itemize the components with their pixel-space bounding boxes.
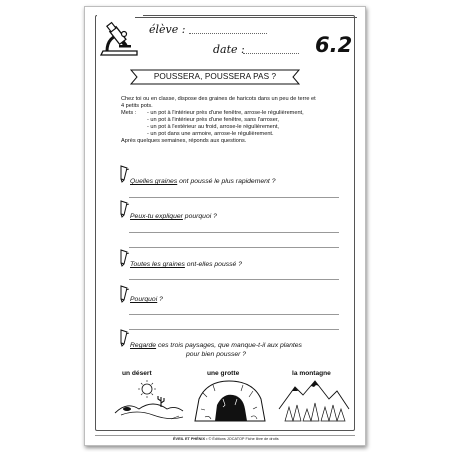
desert-illustration: [113, 379, 185, 423]
question-3: Toutes les graines ont-elles poussé ?: [130, 261, 242, 268]
pencil-icon: [118, 285, 130, 303]
intro-text: [121, 96, 347, 110]
pencil-icon: [118, 200, 130, 218]
worksheet-page: [84, 6, 366, 446]
answer-line[interactable]: [129, 232, 339, 233]
caption-cave: une grotte: [207, 370, 240, 377]
list-item: - un pot à l'intérieur près d'une fenêtre, sans l'arroser,: [147, 116, 279, 123]
list-item: - un pot dans une armoire, arrose-le régulièrement.: [147, 130, 274, 137]
date-field[interactable]: [243, 53, 299, 54]
sheet-number: 6.2: [315, 33, 353, 57]
date-label: date :: [213, 43, 245, 56]
caption-desert: un désert: [122, 370, 152, 377]
eleve-field[interactable]: [189, 33, 267, 34]
question-5: Regarde ces trois paysages, que manque-t-il aux plantes pour bien pousser ?: [130, 342, 302, 358]
cave-illustration: [193, 377, 267, 425]
question-2: Peux-tu expliquer pourquoi ?: [130, 213, 217, 220]
answer-line[interactable]: [129, 329, 339, 330]
footer-rule: [95, 435, 355, 436]
title-banner: [129, 69, 301, 85]
question-1: Quelles graines ont poussé le plus rapidement ?: [130, 178, 276, 185]
intro-line-1: Chez toi ou en classe, dispose des graines de haricots dans un peu de terre et: [121, 96, 316, 102]
answer-line[interactable]: [129, 314, 339, 315]
answer-line[interactable]: [129, 279, 339, 280]
pencil-icon: [118, 165, 130, 183]
intro-line-2: 4 petits pots.: [121, 102, 153, 109]
mets-label: Mets :: [121, 110, 137, 116]
header-rule: [135, 17, 357, 18]
microscope-icon: [97, 15, 143, 59]
eleve-label: élève :: [149, 23, 186, 36]
intro-after: Après quelques semaines, réponds aux questions.: [121, 138, 247, 144]
footer-text: ÉVEIL ET PHÉNIX • © Éditions JOCATOP Fiche libre de droits: [173, 437, 279, 441]
instructions-list: [147, 110, 347, 138]
list-item: - un pot à l'intérieur près d'une fenêtre, arrose-le régulièrement,: [147, 110, 304, 116]
question-4: Pourquoi ?: [130, 296, 163, 303]
mountain-illustration: [277, 379, 351, 423]
answer-line[interactable]: [129, 197, 339, 198]
pencil-icon: [118, 249, 130, 267]
pencil-icon: [118, 329, 130, 347]
page-title: POUSSERA, POUSSERA PAS ?: [153, 72, 277, 81]
answer-line[interactable]: [129, 247, 339, 248]
list-item: - un pot à l'extérieur au froid, arrose-le régulièrement,: [147, 123, 279, 130]
caption-mountain: la montagne: [292, 370, 331, 377]
